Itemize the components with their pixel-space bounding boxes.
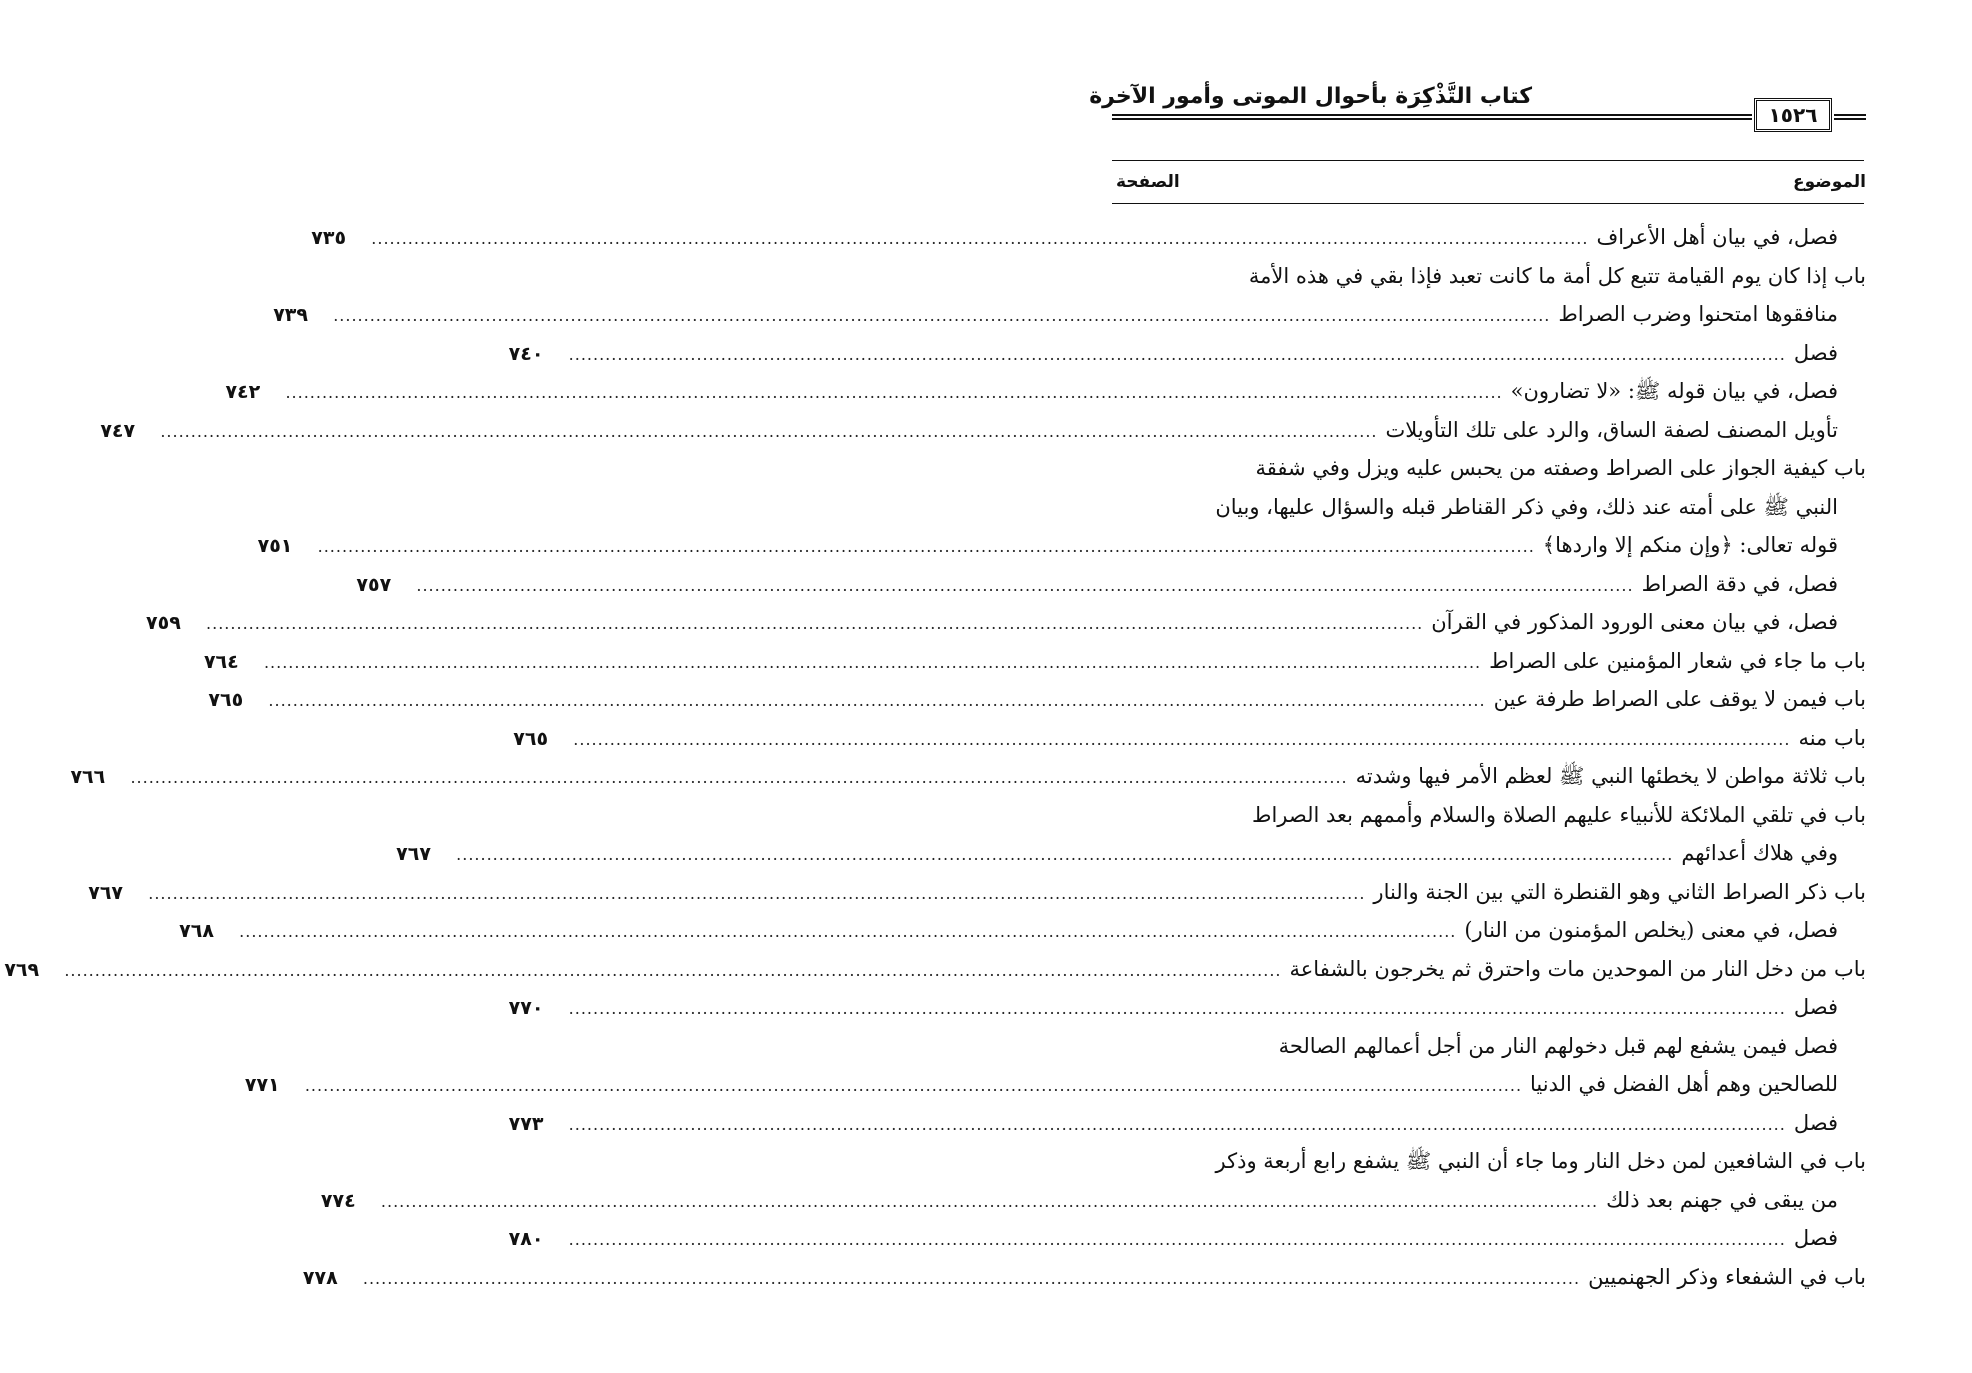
- toc-entry-line: [311, 218, 1866, 257]
- toc-entry-line: [1112, 1142, 1866, 1181]
- toc-entry: [244, 1027, 1866, 1104]
- toc-entry-title: فصل، في بيان أهل الأعراف: [1596, 225, 1838, 249]
- toc-entry: [396, 796, 1866, 873]
- toc-entry-page-number: ٧٥٧: [356, 573, 392, 596]
- toc-entry-line: [1112, 796, 1866, 835]
- toc-entry-line: [70, 757, 1866, 796]
- column-heading-page: الصفحة: [1116, 172, 1180, 192]
- toc-entry-page-number: ٧٦٩: [4, 958, 40, 981]
- dot-leader: ........................................................................................................................................................................................................: [64, 960, 1282, 980]
- toc-entry-line: [244, 1065, 1866, 1104]
- toc-entry-page-number: ٧٦٦: [70, 766, 106, 788]
- toc-entry-line: [208, 680, 1866, 719]
- header-rule: [1834, 114, 1866, 116]
- toc-entry: [208, 680, 1866, 719]
- toc-entry-line: [273, 295, 1866, 334]
- dot-leader: ........................................................................................................................................................................................................: [160, 421, 1378, 441]
- table-of-contents: [4, 218, 1866, 1296]
- toc-entry-title: باب إذا كان يوم القيامة تتبع كل أمة ما كانت تعبد فإذا بقي في هذه الأمة: [1248, 263, 1866, 288]
- toc-entry-page-number: ٧٥١: [257, 535, 293, 557]
- toc-entry-title: باب في الشافعين لمن دخل النار وما جاء أن النبي ﷺ يشفع رابع أربعة وذكر: [1215, 1149, 1866, 1173]
- toc-entry-page-number: ٧٧٠: [508, 997, 544, 1019]
- toc-entry: [273, 257, 1866, 334]
- toc-entry-title: باب من دخل النار من الموحدين مات واحترق ثم يخرجون بالشفاعة: [1289, 956, 1866, 981]
- toc-entry-page-number: ٧٤٢: [225, 381, 261, 403]
- toc-entry: [4, 950, 1866, 989]
- toc-entry: [257, 449, 1866, 565]
- toc-entry-line: [1112, 488, 1866, 527]
- toc-entry-title: فصل، في معنى (يخلص المؤمنون من النار): [1464, 918, 1838, 942]
- dot-leader: ........................................................................................................................................................................................................: [456, 845, 1674, 864]
- toc-entry-page-number: ٧٣٩: [273, 304, 308, 326]
- toc-entry-line: [257, 526, 1866, 565]
- toc-entry-title: النبي ﷺ على أمته عند ذلك، وفي ذكر القناطر قبله والسؤال عليها، وبيان: [1215, 494, 1838, 519]
- toc-entry-title: فصل، في بيان معنى الورود المذكور في القرآن: [1431, 610, 1838, 634]
- toc-entry-page-number: ٧٦٧: [396, 843, 431, 865]
- dot-leader: ........................................................................................................................................................................................................: [304, 1076, 1523, 1095]
- toc-entry-page-number: ٧٦٥: [513, 727, 549, 750]
- dot-leader: ........................................................................................................................................................................................................: [263, 652, 1482, 672]
- dot-leader: ........................................................................................................................................................................................................: [317, 537, 1535, 556]
- toc-entry-page-number: ٧٦٥: [208, 689, 244, 711]
- toc-entry-line: [513, 719, 1866, 758]
- toc-entry-line: [203, 642, 1866, 681]
- toc-entry: [311, 218, 1866, 257]
- dot-leader: ........................................................................................................................................................................................................: [573, 729, 1791, 749]
- toc-entry-page-number: ٧٥٩: [146, 612, 181, 634]
- toc-entry: [203, 642, 1866, 681]
- toc-entry-line: [225, 372, 1866, 411]
- toc-entry: [179, 911, 1866, 950]
- toc-entry-page-number: ٧٤٧: [100, 419, 136, 442]
- toc-entry-title: باب فيمن لا يوقف على الصراط طرفة عين: [1493, 687, 1866, 711]
- toc-entry: [88, 873, 1866, 912]
- column-heading-topic: الموضوع: [1793, 172, 1866, 192]
- column-heading-rule: [1112, 203, 1864, 204]
- toc-entry-line: [146, 603, 1866, 642]
- toc-entry-title: وفي هلاك أعدائهم: [1681, 841, 1838, 865]
- toc-entry-line: [302, 1258, 1866, 1297]
- toc-entry-title: من يبقى في جهنم بعد ذلك: [1606, 1187, 1838, 1212]
- dot-leader: ........................................................................................................................................................................................................: [568, 1114, 1786, 1134]
- toc-entry-page-number: ٧٧٤: [320, 1189, 356, 1212]
- toc-entry-line: [508, 988, 1866, 1027]
- book-page: [4, 0, 1972, 1373]
- running-header-title: كتاب التَّذْكِرَة بأحوال الموتى وأمور الآخرة: [1089, 84, 1532, 109]
- toc-entry-line: [1112, 257, 1866, 296]
- toc-entry-page-number: ٧٦٨: [179, 920, 214, 942]
- toc-entry-page-number: ٧٣٥: [311, 227, 347, 249]
- toc-entry-line: [179, 911, 1866, 950]
- dot-leader: ........................................................................................................................................................................................................: [268, 691, 1486, 710]
- dot-leader: ........................................................................................................................................................................................................: [568, 344, 1786, 364]
- dot-leader: ........................................................................................................................................................................................................: [285, 383, 1503, 402]
- toc-entry-title: منافقوها امتحنوا وضرب الصراط: [1558, 302, 1838, 326]
- toc-entry: [320, 1142, 1866, 1219]
- header-rule: [1834, 118, 1866, 120]
- toc-entry: [70, 757, 1866, 796]
- toc-entry-title: فصل: [1793, 1226, 1838, 1250]
- toc-entry-line: [88, 873, 1866, 912]
- toc-entry-title: فصل: [1793, 995, 1838, 1019]
- dot-leader: ........................................................................................................................................................................................................: [568, 1230, 1786, 1249]
- toc-entry-title: باب في تلقي الملائكة للأنبياء عليهم الصلاة والسلام وأممهم بعد الصراط: [1252, 802, 1866, 827]
- toc-entry: [356, 565, 1866, 604]
- toc-entry-page-number: ٧٧١: [244, 1074, 280, 1096]
- toc-entry-line: [1112, 449, 1866, 488]
- toc-entry-page-number: ٧٦٧: [88, 881, 124, 904]
- toc-entry-line: [320, 1181, 1866, 1220]
- toc-entry: [225, 372, 1866, 411]
- toc-entry-title: فصل: [1793, 340, 1838, 365]
- toc-entry-title: باب ثلاثة مواطن لا يخطئها النبي ﷺ لعظم الأمر فيها وشدته: [1355, 764, 1866, 788]
- toc-entry-line: [396, 834, 1866, 873]
- toc-entry-line: [100, 411, 1866, 450]
- toc-entry-page-number: ٧٧٨: [302, 1266, 338, 1289]
- toc-entry: [513, 719, 1866, 758]
- header-rule: [1112, 114, 1752, 116]
- dot-leader: ........................................................................................................................................................................................................: [148, 883, 1366, 903]
- toc-entry: [508, 334, 1866, 373]
- toc-entry-page-number: ٧٤٠: [508, 342, 544, 365]
- toc-entry-line: [508, 1104, 1866, 1143]
- toc-entry: [100, 411, 1866, 450]
- toc-entry: [508, 1219, 1866, 1258]
- dot-leader: ........................................................................................................................................................................................................: [371, 229, 1589, 248]
- toc-entry-title: باب ذكر الصراط الثاني وهو القنطرة التي بين الجنة والنار: [1373, 879, 1866, 904]
- column-heading-rule: [1112, 160, 1864, 161]
- dot-leader: ........................................................................................................................................................................................................: [416, 575, 1634, 595]
- page-number-box: ١٥٢٦: [1754, 98, 1832, 132]
- toc-entry-title: باب منه: [1798, 725, 1866, 750]
- toc-entry-line: [356, 565, 1866, 604]
- toc-entry-title: للصالحين وهم أهل الفضل في الدنيا: [1530, 1072, 1838, 1096]
- dot-leader: ........................................................................................................................................................................................................: [333, 306, 1551, 325]
- toc-entry-title: باب ما جاء في شعار المؤمنين على الصراط: [1489, 648, 1866, 673]
- dot-leader: ........................................................................................................................................................................................................: [130, 768, 1348, 787]
- toc-entry: [146, 603, 1866, 642]
- toc-entry-title: باب في الشفعاء وذكر الجهنميين: [1588, 1264, 1866, 1289]
- dot-leader: ........................................................................................................................................................................................................: [362, 1268, 1581, 1288]
- toc-entry-title: باب كيفية الجواز على الصراط وصفته من يحبس عليه ويزل وفي شفقة: [1255, 456, 1866, 480]
- header-rule: [1112, 118, 1752, 120]
- toc-entry-title: تأويل المصنف لصفة الساق، والرد على تلك التأويلات: [1385, 417, 1838, 442]
- dot-leader: ........................................................................................................................................................................................................: [206, 614, 1424, 633]
- toc-entry-page-number: ٧٦٤: [203, 650, 239, 673]
- toc-entry-title: فصل فيمن يشفع لهم قبل دخولهم النار من أجل أعمالهم الصالحة: [1278, 1033, 1838, 1058]
- toc-entry-title: فصل: [1793, 1110, 1838, 1135]
- dot-leader: ........................................................................................................................................................................................................: [380, 1191, 1599, 1211]
- toc-entry: [508, 988, 1866, 1027]
- toc-entry: [302, 1258, 1866, 1297]
- toc-entry-title: فصل، في بيان قوله ﷺ: «لا تضارون»: [1510, 379, 1838, 403]
- toc-entry-line: [1112, 1027, 1866, 1066]
- toc-entry-page-number: ٧٨٠: [508, 1228, 544, 1250]
- dot-leader: ........................................................................................................................................................................................................: [239, 922, 1457, 941]
- toc-entry-page-number: ٧٧٣: [508, 1112, 544, 1135]
- toc-entry-line: [508, 334, 1866, 373]
- toc-entry-title: قوله تعالى: ﴿وإن منكم إلا واردها﴾: [1542, 533, 1838, 557]
- toc-entry: [508, 1104, 1866, 1143]
- dot-leader: ........................................................................................................................................................................................................: [568, 999, 1786, 1018]
- toc-entry-line: [4, 950, 1866, 989]
- toc-entry-line: [508, 1219, 1866, 1258]
- toc-entry-title: فصل، في دقة الصراط: [1641, 571, 1838, 596]
